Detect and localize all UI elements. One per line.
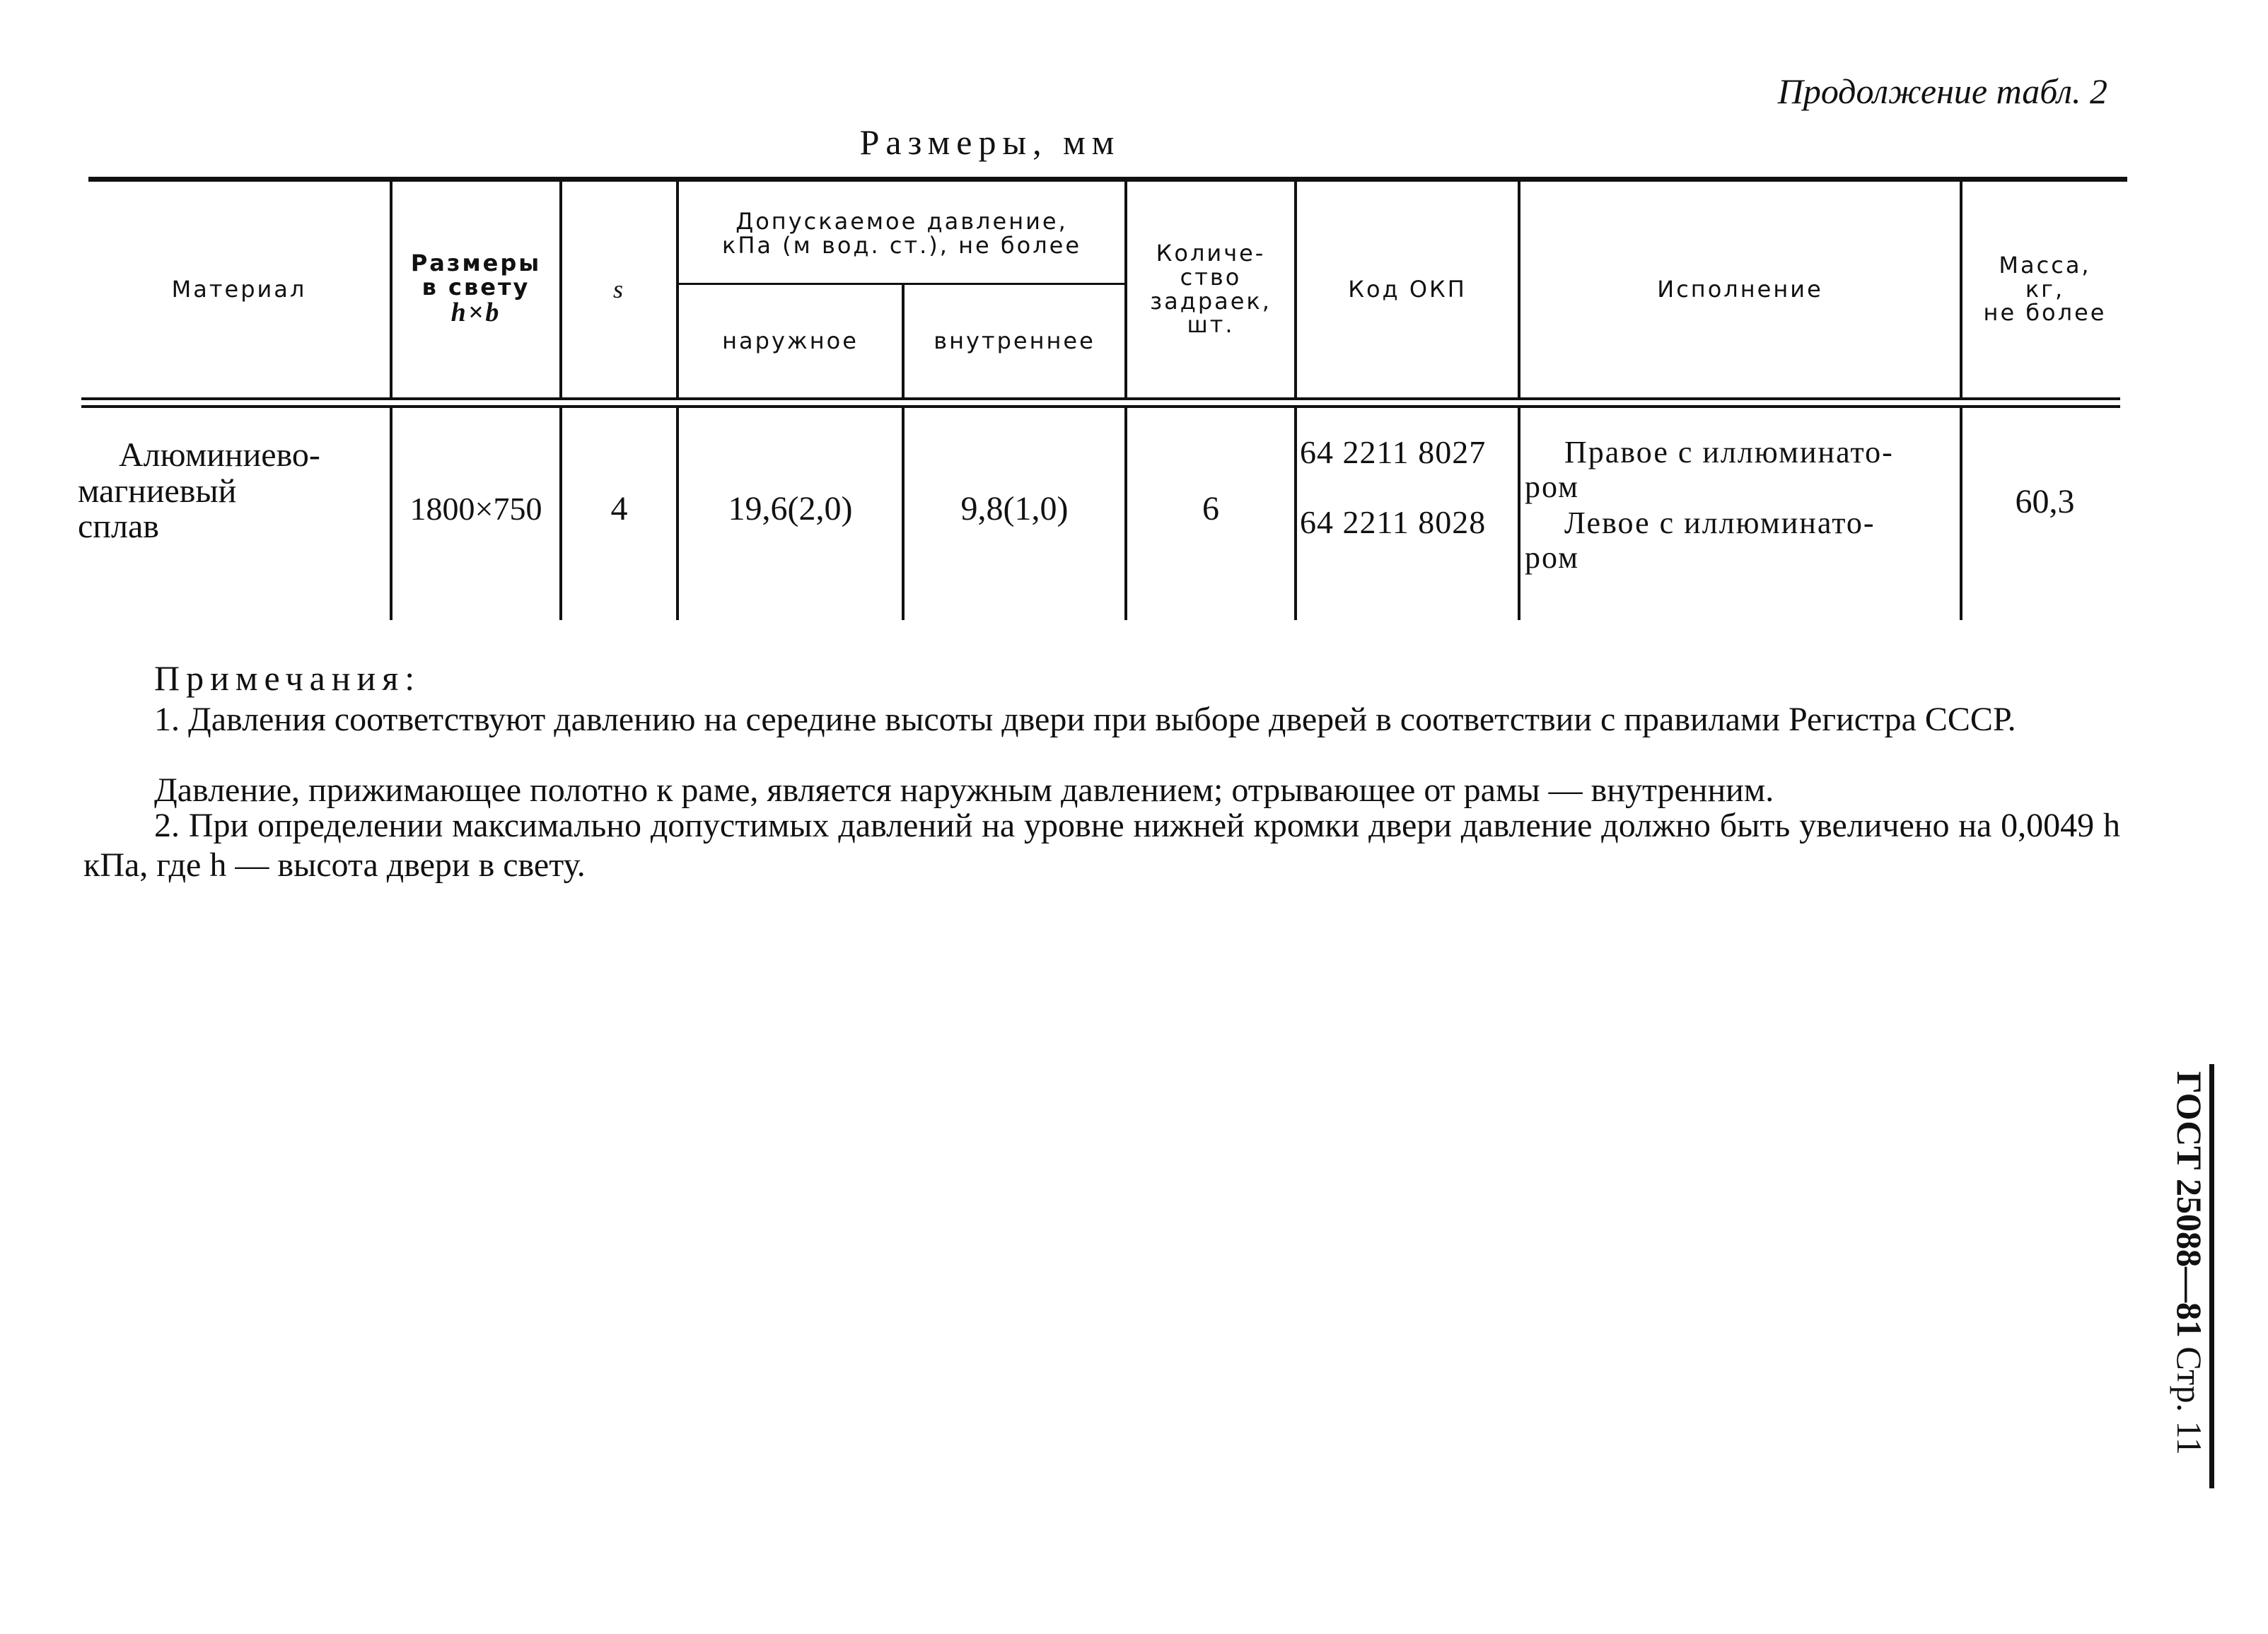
note-2: 2. При определении максимально допустимых давлений на уровне нижней кромки двери давление должно быть увеличено на 0,0049 h кПа, где h — высота двери в свету. bbox=[83, 807, 2120, 884]
footer-rule bbox=[2209, 1064, 2214, 1488]
cell-variant-right: Правое с иллюминато- ром bbox=[1525, 435, 1894, 505]
header-mass: Масса, кг, не более bbox=[1983, 252, 2107, 327]
cell-variant-left: Левое с иллюминато- ром bbox=[1525, 506, 1876, 576]
table-continuation-caption: Продолжение табл. 2 bbox=[1777, 71, 2107, 111]
cell-s: 4 bbox=[610, 489, 628, 527]
cell-mass: 60,3 bbox=[2015, 482, 2075, 520]
header-material: Материал bbox=[171, 275, 307, 303]
page-number: Стр. 11 bbox=[2170, 1346, 2209, 1455]
notes-title: Примечания: bbox=[154, 658, 421, 698]
header-separator-rule-2 bbox=[81, 405, 2120, 408]
header-variant: Исполнение bbox=[1657, 275, 1823, 303]
table-units-caption: Размеры, мм bbox=[859, 122, 1121, 162]
cell-material: Алюминиево- магниевый сплав bbox=[78, 436, 320, 546]
note-1: 1. Давления соответствуют давлению на середине высоты двери при выборе дверей в соответствии с правилами Регистра СССР. bbox=[154, 701, 2016, 738]
header-s: s bbox=[612, 274, 625, 303]
header-size: Размеры в свету h×b bbox=[410, 249, 542, 328]
header-outer: наружное bbox=[722, 327, 859, 354]
column-divider bbox=[1518, 408, 1520, 620]
header-inner: внутреннее bbox=[934, 327, 1095, 354]
header-count: Количе- ство задраек, шт. bbox=[1150, 240, 1272, 339]
note-1b: Давление, прижимающее полотно к раме, является наружным давлением; отрывающее от рамы — внутренним. bbox=[154, 771, 1774, 809]
gost-number: ГОСТ 25088—81 bbox=[2170, 1071, 2209, 1338]
cell-okp-right: 64 2211 8027 bbox=[1300, 434, 1487, 470]
header-okp: Код ОКП bbox=[1348, 275, 1467, 303]
header-pressure-group: Допускаемое давление, кПа (м вод. ст.), не более bbox=[721, 208, 1082, 259]
footer-standard-label bbox=[2169, 1071, 2210, 1455]
cell-outer-pressure: 19,6(2,0) bbox=[728, 489, 853, 527]
cell-count: 6 bbox=[1202, 489, 1219, 527]
column-divider bbox=[1294, 408, 1297, 620]
header-separator-rule-1 bbox=[81, 397, 2120, 400]
cell-inner-pressure: 9,8(1,0) bbox=[960, 489, 1069, 527]
cell-okp-left: 64 2211 8028 bbox=[1300, 504, 1487, 540]
table-top-rule bbox=[88, 177, 2127, 182]
cell-size: 1800×750 bbox=[409, 490, 542, 527]
